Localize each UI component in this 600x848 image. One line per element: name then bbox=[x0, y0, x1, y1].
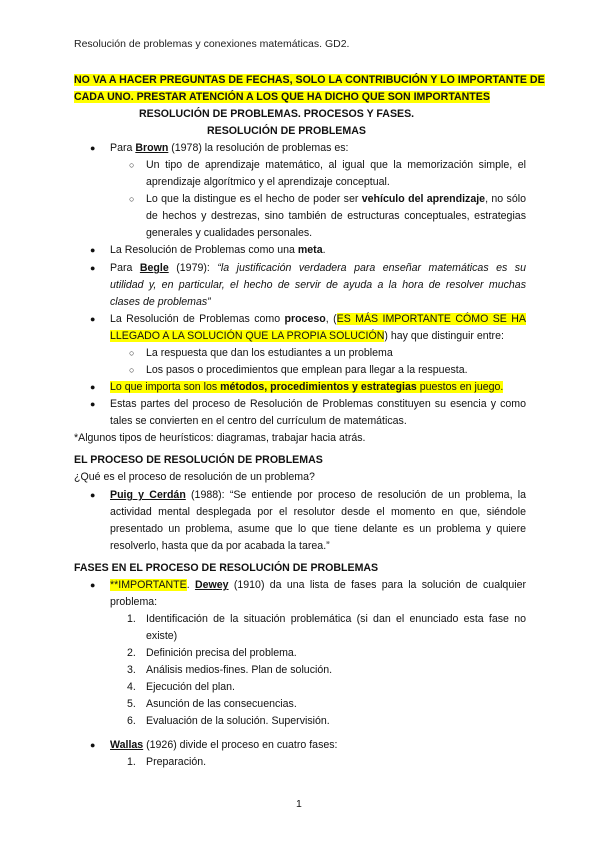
phase-number: 5. bbox=[127, 698, 136, 710]
brown-sub1-line1: Un tipo de aprendizaje matemático, al igual que la memorización simple, el bbox=[146, 159, 526, 171]
phase-item: Identificación de la situación problemática (si dan el enunciado esta fase no bbox=[146, 613, 526, 625]
wallas-item: Wallas (1926) divide el proceso en cuatro fases: bbox=[110, 739, 338, 751]
phase-item: Ejecución del plan. bbox=[146, 681, 235, 693]
phase-number: 1. bbox=[127, 613, 136, 625]
phase-number: 3. bbox=[127, 664, 136, 676]
warning-line-1: NO VA A HACER PREGUNTAS DE FECHAS, SOLO LA CONTRIBUCIÓN Y LO IMPORTANTE DE bbox=[74, 74, 545, 86]
proceso-item-line2: LLEGADO A LA SOLUCIÓN QUE LA PROPIA SOLUCIÓN) hay que distinguir entre: bbox=[110, 330, 504, 342]
begle-item-line2: utilidad y, en particular, el hecho de servir de ayuda a la hora de resolver muchas bbox=[110, 279, 526, 291]
phase-number: 2. bbox=[127, 647, 136, 659]
brown-sub2-line1: Lo que la distingue es el hecho de poder ser vehículo del aprendizaje, no sólo bbox=[146, 193, 526, 205]
wallas-phase-item: Preparación. bbox=[146, 756, 207, 768]
circle-bullet-icon: ○ bbox=[129, 365, 135, 375]
phase-item-cont: existe) bbox=[146, 630, 178, 642]
partes-item-line1: Estas partes del proceso de Resolución de Problemas constituyen su esencia y como bbox=[110, 398, 526, 410]
proceso-sub1: La respuesta que dan los estudiantes a un problema bbox=[146, 347, 393, 359]
puig-item-line2: actividad mental desplegada por el resolutor desde el momento en que, siéndole bbox=[110, 506, 526, 518]
puig-item-line1: Puig y Cerdán (1988): “Se entiende por proceso de resolución de un problema, la bbox=[110, 489, 526, 501]
brown-item: Para Brown (1978) la resolución de problemas es: bbox=[110, 142, 349, 154]
phase-item: Análisis medios-fines. Plan de solución. bbox=[146, 664, 333, 676]
wallas-phase-number: 1. bbox=[127, 756, 136, 768]
bullet-icon: ● bbox=[90, 143, 96, 153]
heuristics-note: *Algunos tipos de heurísticos: diagramas, trabajar hacia atrás. bbox=[74, 432, 366, 444]
bullet-icon: ● bbox=[90, 490, 96, 500]
phase-item: Asunción de las consecuencias. bbox=[146, 698, 297, 710]
proceso-sub2: Los pasos o procedimientos que emplean para llegar a la respuesta. bbox=[146, 364, 468, 376]
phase-number: 4. bbox=[127, 681, 136, 693]
brown-sub1-line2: aprendizaje algorítmico y el aprendizaje conceptual. bbox=[146, 176, 390, 188]
partes-item-line2: tales se convierten en el centro del currículum de matemáticas. bbox=[110, 415, 407, 427]
begle-item-line3: clases de problemas” bbox=[110, 296, 211, 308]
brown-sub2-line3: generales y cualidades personales. bbox=[146, 227, 313, 239]
circle-bullet-icon: ○ bbox=[129, 348, 135, 358]
page-header: Resolución de problemas y conexiones matemáticas. GD2. bbox=[74, 38, 350, 50]
section-title: RESOLUCIÓN DE PROBLEMAS bbox=[207, 125, 366, 137]
phase-number: 6. bbox=[127, 715, 136, 727]
circle-bullet-icon: ○ bbox=[129, 160, 135, 170]
bullet-icon: ● bbox=[90, 263, 96, 273]
bullet-icon: ● bbox=[90, 245, 96, 255]
section-heading-fases: FASES EN EL PROCESO DE RESOLUCIÓN DE PROBLEMAS bbox=[74, 562, 379, 574]
phase-item: Definición precisa del problema. bbox=[146, 647, 297, 659]
section-heading-proceso: EL PROCESO DE RESOLUCIÓN DE PROBLEMAS bbox=[74, 454, 323, 466]
document-title: RESOLUCIÓN DE PROBLEMAS. PROCESOS Y FASES. bbox=[139, 108, 415, 120]
metodos-item: Lo que importa son los métodos, procedimientos y estrategias puestos en juego. bbox=[110, 381, 504, 393]
proceso-question: ¿Qué es el proceso de resolución de un problema? bbox=[74, 471, 315, 483]
begle-item-line1: Para Begle (1979): “la justificación verdadera para enseñar matemáticas es su bbox=[110, 262, 526, 274]
bullet-icon: ● bbox=[90, 314, 96, 324]
dewey-item-line1: **IMPORTANTE. Dewey (1910) da una lista de fases para la solución de cualquier bbox=[110, 579, 526, 591]
warning-line-2: CADA UNO. PRESTAR ATENCIÓN A LOS QUE HA DICHO QUE SON IMPORTANTES bbox=[74, 91, 490, 103]
dewey-item-line2: problema: bbox=[110, 596, 158, 608]
puig-item-line4: resolverlo, hasta que da por acabada la tarea.” bbox=[110, 540, 330, 552]
page-number: 1 bbox=[296, 798, 302, 810]
meta-item: La Resolución de Problemas como una meta. bbox=[110, 244, 326, 256]
puig-item-line3: presentado un problema, asume que lo que tiene delante es un problema y quiere bbox=[110, 523, 526, 535]
bullet-icon: ● bbox=[90, 399, 96, 409]
bullet-icon: ● bbox=[90, 382, 96, 392]
bullet-icon: ● bbox=[90, 580, 96, 590]
bullet-icon: ● bbox=[90, 740, 96, 750]
proceso-item-line1: La Resolución de Problemas como proceso, (ES MÁS IMPORTANTE CÓMO SE HA bbox=[110, 313, 526, 325]
brown-sub2-line2: de hechos y destrezas, sino también de estructuras conceptuales, estrategias bbox=[146, 210, 526, 222]
circle-bullet-icon: ○ bbox=[129, 194, 135, 204]
phase-item: Evaluación de la solución. Supervisión. bbox=[146, 715, 330, 727]
